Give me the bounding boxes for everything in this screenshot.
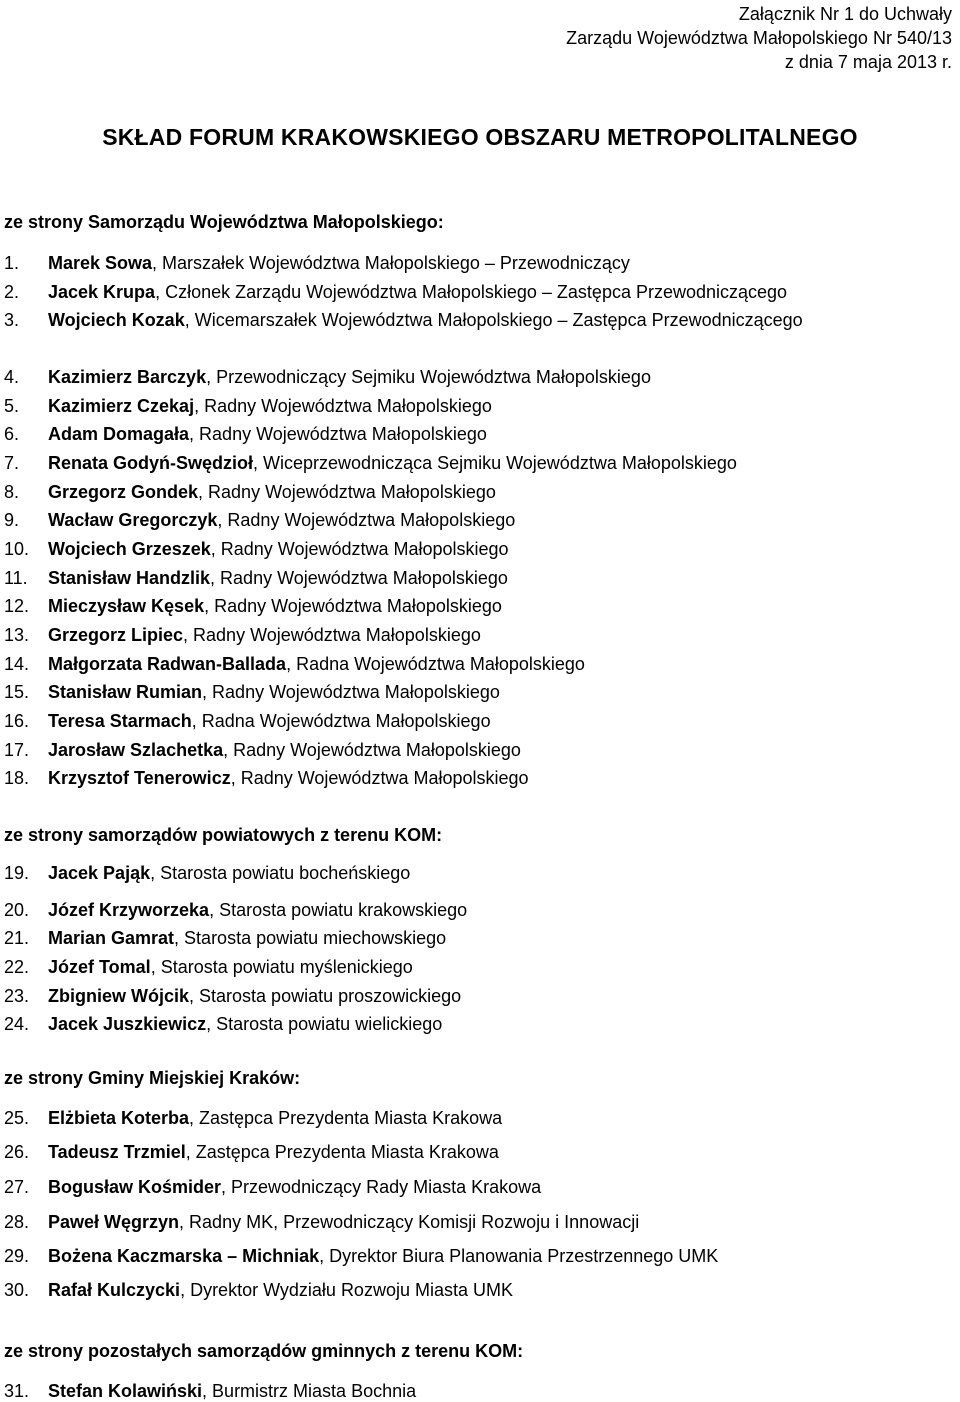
member-role: , Starosta powiatu wielickiego bbox=[206, 1014, 443, 1034]
member-name: Mieczysław Kęsek bbox=[48, 596, 205, 616]
item-text bbox=[48, 538, 509, 560]
member-name: Wojciech Grzeszek bbox=[48, 539, 211, 559]
attachment-note bbox=[566, 2, 952, 74]
member-role: , Burmistrz Miasta Bochnia bbox=[202, 1381, 417, 1401]
item-text bbox=[48, 309, 803, 331]
item-number: 11. bbox=[4, 568, 28, 588]
item-number: 14. bbox=[4, 654, 30, 674]
item-number: 9. bbox=[4, 510, 20, 530]
item-text bbox=[48, 595, 502, 617]
member-role: , Marszałek Województwa Małopolskiego – Przewodniczący bbox=[152, 253, 630, 273]
item-text bbox=[48, 653, 585, 675]
item-text bbox=[48, 481, 496, 503]
member-name: Marek Sowa bbox=[48, 253, 153, 273]
member-role: , Starosta powiatu krakowskiego bbox=[209, 900, 468, 920]
item-text bbox=[48, 681, 500, 703]
item-text bbox=[48, 567, 508, 589]
member-role: , Radny Województwa Małopolskiego bbox=[198, 482, 496, 502]
item-text bbox=[48, 395, 492, 417]
item-text bbox=[48, 1380, 416, 1402]
item-number: 22. bbox=[4, 957, 30, 977]
member-name: Jacek Pająk bbox=[48, 863, 151, 883]
member-name: Tadeusz Trzmiel bbox=[48, 1142, 186, 1162]
section-heading: ze strony samorządów powiatowych z terenu KOM: bbox=[4, 825, 443, 845]
section-heading: ze strony Gminy Miejskiej Kraków: bbox=[4, 1068, 301, 1088]
member-name: Paweł Węgrzyn bbox=[48, 1212, 180, 1232]
item-number: 20. bbox=[4, 900, 30, 920]
item-text bbox=[48, 899, 467, 921]
item-number: 15. bbox=[4, 682, 30, 702]
item-number: 2. bbox=[4, 282, 20, 302]
member-role: , Dyrektor Wydziału Rozwoju Miasta UMK bbox=[180, 1280, 513, 1300]
item-number: 23. bbox=[4, 986, 30, 1006]
item-number: 13. bbox=[4, 625, 30, 645]
item-text bbox=[48, 767, 529, 789]
member-role: , Członek Zarządu Województwa Małopolskiego – Zastępca Przewodniczącego bbox=[155, 282, 788, 302]
section-heading: ze strony Samorządu Województwa Małopolskiego: bbox=[4, 212, 444, 232]
member-role: , Przewodniczący Rady Miasta Krakowa bbox=[221, 1177, 542, 1197]
item-number: 19. bbox=[4, 863, 30, 883]
member-role: , Starosta powiatu miechowskiego bbox=[174, 928, 447, 948]
member-name: Wojciech Kozak bbox=[48, 310, 185, 330]
member-role: , Radny MK, Przewodniczący Komisji Rozwoju i Innowacji bbox=[179, 1212, 640, 1232]
item-number: 16. bbox=[4, 711, 30, 731]
member-name: Stanisław Handzlik bbox=[48, 568, 211, 588]
member-role: , Zastępca Prezydenta Miasta Krakowa bbox=[185, 1142, 499, 1162]
item-text bbox=[48, 366, 651, 388]
member-role: , Radny Województwa Małopolskiego bbox=[210, 568, 508, 588]
item-text bbox=[48, 1176, 541, 1198]
attachment-line-3: z dnia 7 maja 2013 r. bbox=[784, 52, 952, 72]
member-name: Bożena Kaczmarska – Michniak bbox=[48, 1246, 320, 1266]
item-number: 30. bbox=[4, 1280, 30, 1300]
item-text bbox=[48, 1141, 499, 1163]
member-role: , Przewodniczący Sejmiku Województwa Małopolskiego bbox=[206, 367, 651, 387]
member-name: Stefan Kolawiński bbox=[48, 1381, 203, 1401]
item-number: 21. bbox=[4, 928, 30, 948]
item-number: 4. bbox=[4, 367, 20, 387]
member-name: Jacek Juszkiewicz bbox=[48, 1014, 207, 1034]
item-number: 3. bbox=[4, 310, 20, 330]
item-number: 27. bbox=[4, 1177, 30, 1197]
member-name: Grzegorz Lipiec bbox=[48, 625, 184, 645]
member-role: , Radny Województwa Małopolskiego bbox=[230, 768, 529, 788]
item-number: 12. bbox=[4, 596, 30, 616]
member-name: Jarosław Szlachetka bbox=[48, 740, 224, 760]
item-number: 18. bbox=[4, 768, 30, 788]
member-role: , Radny Województwa Małopolskiego bbox=[194, 396, 492, 416]
item-number: 7. bbox=[4, 453, 20, 473]
member-name: Zbigniew Wójcik bbox=[48, 986, 190, 1006]
item-number: 5. bbox=[4, 396, 20, 416]
item-number: 17. bbox=[4, 740, 30, 760]
item-text bbox=[48, 1211, 639, 1233]
member-role: , Radny Województwa Małopolskiego bbox=[217, 510, 516, 530]
member-role: , Zastępca Prezydenta Miasta Krakowa bbox=[189, 1108, 503, 1128]
item-number: 29. bbox=[4, 1246, 30, 1266]
item-text bbox=[48, 710, 491, 732]
item-number: 10. bbox=[4, 539, 30, 559]
item-number: 24. bbox=[4, 1014, 30, 1034]
member-role: , Radna Województwa Małopolskiego bbox=[286, 654, 585, 674]
member-name: Adam Domagała bbox=[48, 424, 190, 444]
member-name: Krzysztof Tenerowicz bbox=[48, 768, 231, 788]
item-number: 28. bbox=[4, 1212, 30, 1232]
item-number: 26. bbox=[4, 1142, 30, 1162]
attachment-line-1: Załącznik Nr 1 do Uchwały bbox=[738, 4, 952, 24]
attachment-line-2: Zarządu Województwa Małopolskiego Nr 540/13 bbox=[566, 28, 952, 48]
item-text bbox=[48, 1245, 718, 1267]
member-role: , Starosta powiatu myślenickiego bbox=[150, 957, 413, 977]
member-role: , Wiceprzewodnicząca Sejmiku Województwa Małopolskiego bbox=[253, 453, 737, 473]
item-text bbox=[48, 423, 487, 445]
member-name: Marian Gamrat bbox=[48, 928, 175, 948]
item-number: 6. bbox=[4, 424, 20, 444]
member-name: Rafał Kulczycki bbox=[48, 1280, 181, 1300]
member-name: Stanisław Rumian bbox=[48, 682, 203, 702]
member-role: , Radny Województwa Małopolskiego bbox=[210, 539, 509, 559]
member-role: , Radny Województwa Małopolskiego bbox=[204, 596, 502, 616]
item-text bbox=[48, 927, 446, 949]
section-heading: ze strony pozostałych samorządów gminnych z terenu KOM: bbox=[4, 1341, 524, 1361]
item-text bbox=[48, 862, 410, 884]
item-text bbox=[48, 1279, 513, 1301]
item-text bbox=[48, 281, 787, 303]
document-title: SKŁAD FORUM KRAKOWSKIEGO OBSZARU METROPOLITALNEGO bbox=[102, 124, 858, 150]
item-text bbox=[48, 509, 515, 531]
member-name: Józef Krzyworzeka bbox=[48, 900, 210, 920]
member-role: , Radny Województwa Małopolskiego bbox=[189, 424, 487, 444]
item-text bbox=[48, 1013, 442, 1035]
item-text bbox=[48, 985, 461, 1007]
member-role: , Starosta powiatu bocheńskiego bbox=[150, 863, 411, 883]
item-text bbox=[48, 624, 481, 646]
item-text bbox=[48, 452, 737, 474]
member-role: , Radny Województwa Małopolskiego bbox=[202, 682, 500, 702]
member-name: Jacek Krupa bbox=[48, 282, 156, 302]
member-role: , Radna Województwa Małopolskiego bbox=[191, 711, 491, 731]
member-name: Kazimierz Czekaj bbox=[48, 396, 195, 416]
member-role: , Dyrektor Biura Planowania Przestrzennego UMK bbox=[319, 1246, 719, 1266]
member-name: Kazimierz Barczyk bbox=[48, 367, 207, 387]
item-text bbox=[48, 739, 521, 761]
item-number: 25. bbox=[4, 1108, 30, 1128]
item-text bbox=[48, 252, 630, 274]
member-role: , Wicemarszałek Województwa Małopolskiego – Zastępca Przewodniczącego bbox=[184, 310, 803, 330]
member-name: Małgorzata Radwan-Ballada bbox=[48, 654, 287, 674]
member-name: Józef Tomal bbox=[48, 957, 151, 977]
member-role: , Radny Województwa Małopolskiego bbox=[183, 625, 481, 645]
member-name: Renata Godyń-Swędzioł bbox=[48, 453, 254, 473]
item-number: 31. bbox=[4, 1381, 30, 1401]
member-name: Teresa Starmach bbox=[48, 711, 192, 731]
item-number: 8. bbox=[4, 482, 20, 502]
item-number: 1. bbox=[4, 253, 20, 273]
item-text bbox=[48, 1107, 502, 1129]
member-name: Elżbieta Koterba bbox=[48, 1108, 190, 1128]
member-name: Grzegorz Gondek bbox=[48, 482, 199, 502]
member-role: , Radny Województwa Małopolskiego bbox=[223, 740, 521, 760]
member-name: Wacław Gregorczyk bbox=[48, 510, 218, 530]
item-text bbox=[48, 956, 413, 978]
member-role: , Starosta powiatu proszowickiego bbox=[189, 986, 462, 1006]
member-name: Bogusław Kośmider bbox=[48, 1177, 222, 1197]
